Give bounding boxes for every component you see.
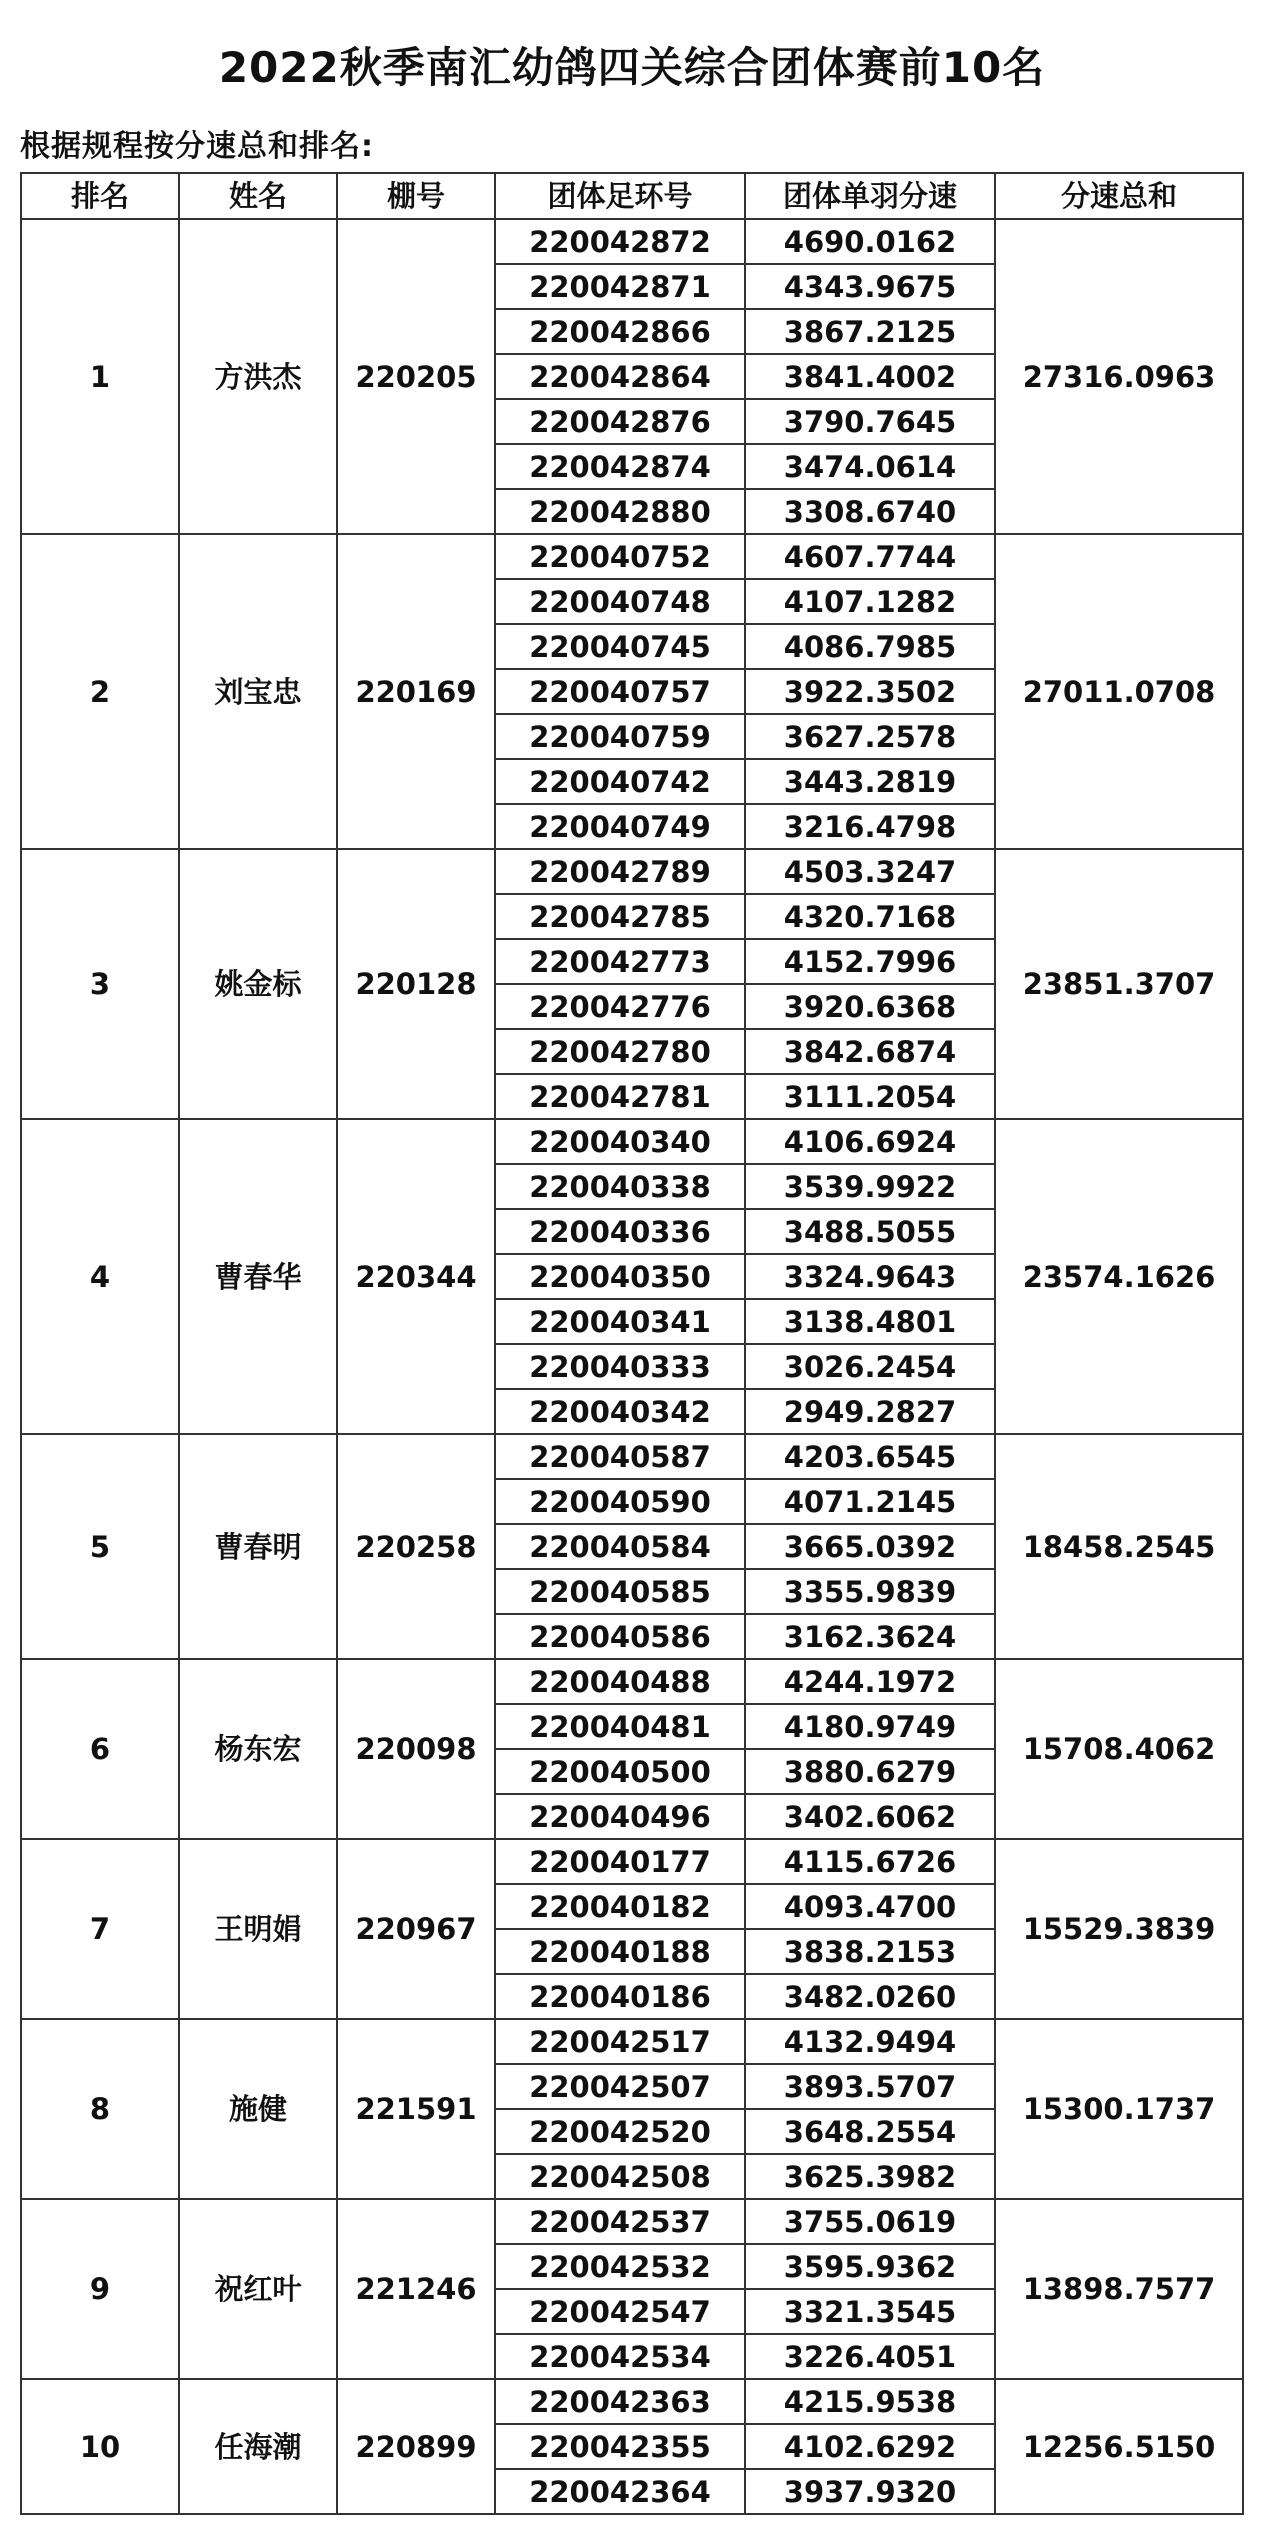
bird-speed-cell: 4320.7168 (745, 894, 995, 939)
ring-number-cell: 220040182 (495, 1884, 745, 1929)
ring-number-cell: 220040749 (495, 804, 745, 849)
header-loft: 棚号 (337, 173, 495, 219)
loft-cell: 221591 (337, 2019, 495, 2199)
ring-number-cell: 220042517 (495, 2019, 745, 2064)
bird-speed-cell: 3355.9839 (745, 1569, 995, 1614)
bird-speed-cell: 4102.6292 (745, 2424, 995, 2469)
loft-cell: 220098 (337, 1659, 495, 1839)
bird-speed-cell: 3443.2819 (745, 759, 995, 804)
bird-speed-cell: 3665.0392 (745, 1524, 995, 1569)
ring-number-cell: 220040340 (495, 1119, 745, 1164)
bird-speed-cell: 4244.1972 (745, 1659, 995, 1704)
ring-number-cell: 220042534 (495, 2334, 745, 2379)
ring-number-cell: 220040350 (495, 1254, 745, 1299)
ring-number-cell: 220042773 (495, 939, 745, 984)
loft-cell: 220169 (337, 534, 495, 849)
header-row (21, 173, 1243, 219)
bird-speed-cell: 4503.3247 (745, 849, 995, 894)
bird-speed-cell: 3595.9362 (745, 2244, 995, 2289)
table-row (21, 1659, 1243, 1704)
bird-speed-cell: 3838.2153 (745, 1929, 995, 1974)
results-body (21, 219, 1243, 2514)
ring-number-cell: 220042872 (495, 219, 745, 264)
bird-speed-cell: 4107.1282 (745, 579, 995, 624)
speed-total-cell: 15300.1737 (995, 2019, 1243, 2199)
speed-total-cell: 15708.4062 (995, 1659, 1243, 1839)
header-rank: 排名 (21, 173, 179, 219)
ring-number-cell: 220040748 (495, 579, 745, 624)
ring-number-cell: 220040757 (495, 669, 745, 714)
header-team-ring: 团体足环号 (495, 173, 745, 219)
loft-cell: 220128 (337, 849, 495, 1119)
bird-speed-cell: 3920.6368 (745, 984, 995, 1029)
table-row (21, 1119, 1243, 1164)
ring-number-cell: 220040496 (495, 1794, 745, 1839)
loft-cell: 220899 (337, 2379, 495, 2514)
loft-cell: 220205 (337, 219, 495, 534)
bird-speed-cell: 2949.2827 (745, 1389, 995, 1434)
ring-number-cell: 220040338 (495, 1164, 745, 1209)
rank-cell: 9 (21, 2199, 179, 2379)
header-bird-speed: 团体单羽分速 (745, 173, 995, 219)
ring-number-cell: 220042355 (495, 2424, 745, 2469)
ring-number-cell: 220040585 (495, 1569, 745, 1614)
bird-speed-cell: 4115.6726 (745, 1839, 995, 1884)
bird-speed-cell: 3138.4801 (745, 1299, 995, 1344)
loft-cell: 220258 (337, 1434, 495, 1659)
name-cell: 曹春明 (179, 1434, 337, 1659)
rank-cell: 4 (21, 1119, 179, 1434)
name-cell: 刘宝忠 (179, 534, 337, 849)
ring-number-cell: 220042781 (495, 1074, 745, 1119)
ring-number-cell: 220042547 (495, 2289, 745, 2334)
bird-speed-cell: 3226.4051 (745, 2334, 995, 2379)
rank-cell: 1 (21, 219, 179, 534)
table-row (21, 1839, 1243, 1884)
speed-total-cell: 23851.3707 (995, 849, 1243, 1119)
bird-speed-cell: 4343.9675 (745, 264, 995, 309)
table-row (21, 2199, 1243, 2244)
ring-number-cell: 220042532 (495, 2244, 745, 2289)
ring-number-cell: 220042864 (495, 354, 745, 399)
ring-number-cell: 220040759 (495, 714, 745, 759)
ring-number-cell: 220040742 (495, 759, 745, 804)
bird-speed-cell: 3790.7645 (745, 399, 995, 444)
bird-speed-cell: 3625.3982 (745, 2154, 995, 2199)
ring-number-cell: 220042520 (495, 2109, 745, 2154)
rank-cell: 8 (21, 2019, 179, 2199)
speed-total-cell: 13898.7577 (995, 2199, 1243, 2379)
speed-total-cell: 27011.0708 (995, 534, 1243, 849)
rank-cell: 2 (21, 534, 179, 849)
speed-total-cell: 15529.3839 (995, 1839, 1243, 2019)
name-cell: 方洪杰 (179, 219, 337, 534)
page-title: 2022秋季南汇幼鸽四关综合团体赛前10名 (218, 43, 1046, 92)
speed-total-cell: 23574.1626 (995, 1119, 1243, 1434)
ring-number-cell: 220040500 (495, 1749, 745, 1794)
table-row (21, 2019, 1243, 2064)
ring-number-cell: 220040590 (495, 1479, 745, 1524)
loft-cell: 220344 (337, 1119, 495, 1434)
name-cell: 任海潮 (179, 2379, 337, 2514)
rank-cell: 5 (21, 1434, 179, 1659)
bird-speed-cell: 4690.0162 (745, 219, 995, 264)
bird-speed-cell: 3627.2578 (745, 714, 995, 759)
table-row (21, 2379, 1243, 2424)
ring-number-cell: 220042866 (495, 309, 745, 354)
bird-speed-cell: 3842.6874 (745, 1029, 995, 1074)
bird-speed-cell: 4106.6924 (745, 1119, 995, 1164)
table-row (21, 1434, 1243, 1479)
table-row (21, 219, 1243, 264)
speed-total-cell: 18458.2545 (995, 1434, 1243, 1659)
ring-number-cell: 220042507 (495, 2064, 745, 2109)
bird-speed-cell: 3880.6279 (745, 1749, 995, 1794)
bird-speed-cell: 3755.0619 (745, 2199, 995, 2244)
bird-speed-cell: 3402.6062 (745, 1794, 995, 1839)
ring-number-cell: 220040333 (495, 1344, 745, 1389)
rank-cell: 7 (21, 1839, 179, 2019)
bird-speed-cell: 4093.4700 (745, 1884, 995, 1929)
ring-number-cell: 220040188 (495, 1929, 745, 1974)
ring-number-cell: 220042874 (495, 444, 745, 489)
bird-speed-cell: 3324.9643 (745, 1254, 995, 1299)
rank-cell: 3 (21, 849, 179, 1119)
name-cell: 杨东宏 (179, 1659, 337, 1839)
bird-speed-cell: 3922.3502 (745, 669, 995, 714)
bird-speed-cell: 3488.5055 (745, 1209, 995, 1254)
ring-number-cell: 220042364 (495, 2469, 745, 2514)
name-cell: 姚金标 (179, 849, 337, 1119)
bird-speed-cell: 3893.5707 (745, 2064, 995, 2109)
ring-number-cell: 220040186 (495, 1974, 745, 2019)
bird-speed-cell: 3162.3624 (745, 1614, 995, 1659)
header-speed-total: 分速总和 (995, 173, 1243, 219)
ring-number-cell: 220040752 (495, 534, 745, 579)
ring-number-cell: 220040584 (495, 1524, 745, 1569)
ranking-note: 根据规程按分速总和排名: (20, 129, 374, 164)
speed-total-cell: 27316.0963 (995, 219, 1243, 534)
ring-number-cell: 220042789 (495, 849, 745, 894)
bird-speed-cell: 4152.7996 (745, 939, 995, 984)
ring-number-cell: 220042785 (495, 894, 745, 939)
bird-speed-cell: 4203.6545 (745, 1434, 995, 1479)
bird-speed-cell: 4215.9538 (745, 2379, 995, 2424)
speed-total-cell: 12256.5150 (995, 2379, 1243, 2514)
bird-speed-cell: 4607.7744 (745, 534, 995, 579)
ring-number-cell: 220040336 (495, 1209, 745, 1254)
ring-number-cell: 220040586 (495, 1614, 745, 1659)
ring-number-cell: 220042363 (495, 2379, 745, 2424)
ring-number-cell: 220042871 (495, 264, 745, 309)
rank-cell: 10 (21, 2379, 179, 2514)
ring-number-cell: 220042780 (495, 1029, 745, 1074)
ring-number-cell: 220042876 (495, 399, 745, 444)
name-cell: 王明娟 (179, 1839, 337, 2019)
ring-number-cell: 220042776 (495, 984, 745, 1029)
ring-number-cell: 220040341 (495, 1299, 745, 1344)
bird-speed-cell: 4071.2145 (745, 1479, 995, 1524)
ring-number-cell: 220040745 (495, 624, 745, 669)
table-row (21, 849, 1243, 894)
loft-cell: 220967 (337, 1839, 495, 2019)
name-cell: 曹春华 (179, 1119, 337, 1434)
bird-speed-cell: 3482.0260 (745, 1974, 995, 2019)
ring-number-cell: 220042880 (495, 489, 745, 534)
bird-speed-cell: 3216.4798 (745, 804, 995, 849)
bird-speed-cell: 4132.9494 (745, 2019, 995, 2064)
results-table (20, 172, 1244, 2515)
bird-speed-cell: 3539.9922 (745, 1164, 995, 1209)
loft-cell: 221246 (337, 2199, 495, 2379)
name-cell: 施健 (179, 2019, 337, 2199)
bird-speed-cell: 3026.2454 (745, 1344, 995, 1389)
bird-speed-cell: 3841.4002 (745, 354, 995, 399)
bird-speed-cell: 3308.6740 (745, 489, 995, 534)
ring-number-cell: 220040481 (495, 1704, 745, 1749)
header-name: 姓名 (179, 173, 337, 219)
ring-number-cell: 220042508 (495, 2154, 745, 2199)
rank-cell: 6 (21, 1659, 179, 1839)
ring-number-cell: 220040587 (495, 1434, 745, 1479)
ring-number-cell: 220040488 (495, 1659, 745, 1704)
name-cell: 祝红叶 (179, 2199, 337, 2379)
table-row (21, 534, 1243, 579)
ring-number-cell: 220040342 (495, 1389, 745, 1434)
ring-number-cell: 220040177 (495, 1839, 745, 1884)
bird-speed-cell: 3937.9320 (745, 2469, 995, 2514)
bird-speed-cell: 3321.3545 (745, 2289, 995, 2334)
bird-speed-cell: 4086.7985 (745, 624, 995, 669)
bird-speed-cell: 4180.9749 (745, 1704, 995, 1749)
ring-number-cell: 220042537 (495, 2199, 745, 2244)
bird-speed-cell: 3111.2054 (745, 1074, 995, 1119)
bird-speed-cell: 3474.0614 (745, 444, 995, 489)
bird-speed-cell: 3867.2125 (745, 309, 995, 354)
bird-speed-cell: 3648.2554 (745, 2109, 995, 2154)
